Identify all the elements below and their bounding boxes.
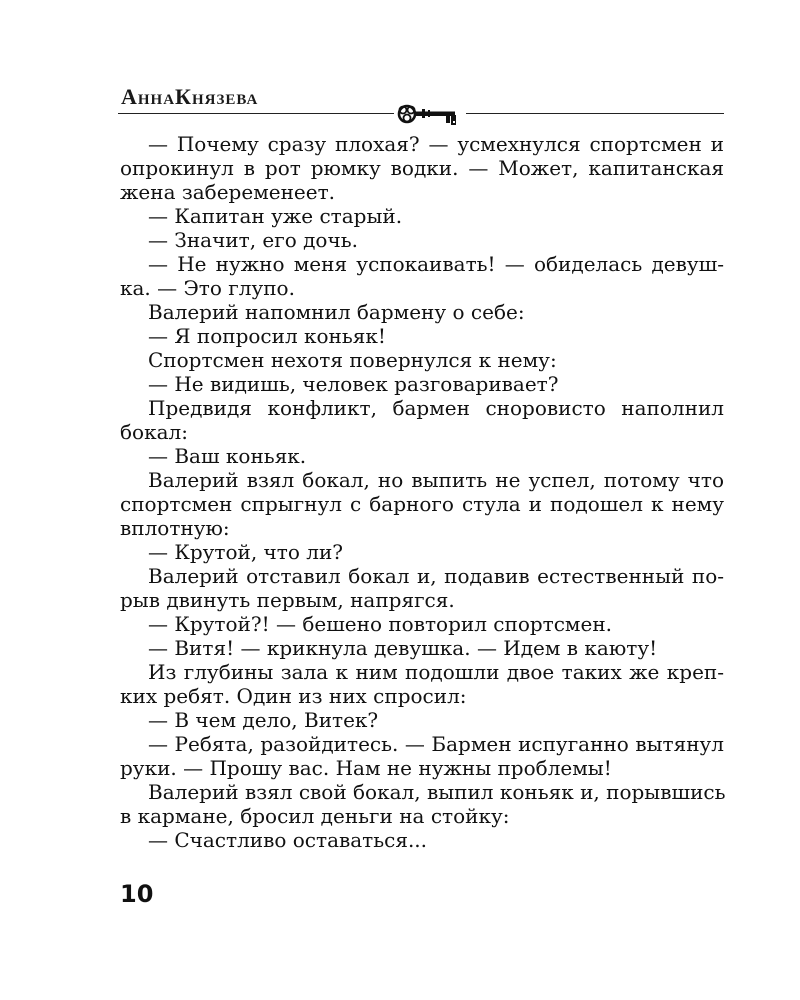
text-line: — Не видишь, человек разговаривает? [148, 372, 559, 396]
text-line: — Капитан уже старый. [148, 204, 403, 228]
text-line: Валерий отставил бокал и, подавив естественный по- [148, 564, 724, 588]
text-line: — Ребята, разойдитесь. — Бармен испуганно вытянул [148, 732, 724, 756]
text-line: опрокинул в рот рюмку водки. — Может, капитанская [120, 156, 724, 180]
text-line: в кармане, бросил деньги на стойку: [120, 804, 510, 828]
text-line: — Витя! — крикнула девушка. — Идем в каюту! [148, 636, 658, 660]
text-line: руки. — Прошу вас. Нам не нужны проблемы! [120, 756, 612, 780]
text-line: Валерий взял свой бокал, выпил коньяк и, порывшись [148, 780, 726, 804]
page-number: 10 [120, 880, 154, 908]
text-line: — Значит, его дочь. [148, 228, 358, 252]
text-line: — Ваш коньяк. [148, 444, 307, 468]
text-line: Спортсмен нехотя повернулся к нему: [148, 348, 557, 372]
text-line: Предвидя конфликт, бармен сноровисто наполнил [148, 396, 724, 420]
text-line: — Крутой, что ли? [148, 540, 343, 564]
text-line: Валерий напомнил бармену о себе: [148, 300, 525, 324]
text-line: — Почему сразу плохая? — усмехнулся спортсмен и [148, 132, 724, 156]
key-icon [394, 99, 466, 129]
running-head-author: АннаКнязева [121, 84, 259, 109]
text-line: вплотную: [120, 516, 230, 540]
text-line: — В чем дело, Витек? [148, 708, 379, 732]
text-line: рыв двинуть первым, напрягся. [120, 588, 455, 612]
text-line: бокал: [120, 420, 188, 444]
text-line: — Не нужно меня успокаивать! — обиделась девуш- [148, 252, 724, 276]
text-line: спортсмен спрыгнул с барного стула и подошел к нему [120, 492, 724, 516]
text-line: Из глубины зала к ним подошли двое таких же креп- [148, 660, 724, 684]
text-line: — Я попросил коньяк! [148, 324, 386, 348]
page-body [120, 132, 724, 852]
text-line: Валерий взял бокал, но выпить не успел, потому что [148, 468, 724, 492]
text-line: ких ребят. Один из них спросил: [120, 684, 467, 708]
text-line: жена забеременеет. [120, 180, 336, 204]
text-line: ка. — Это глупо. [120, 276, 295, 300]
text-line: — Счастливо оставаться... [148, 828, 428, 852]
text-line: — Крутой?! — бешено повторил спортсмен. [148, 612, 613, 636]
